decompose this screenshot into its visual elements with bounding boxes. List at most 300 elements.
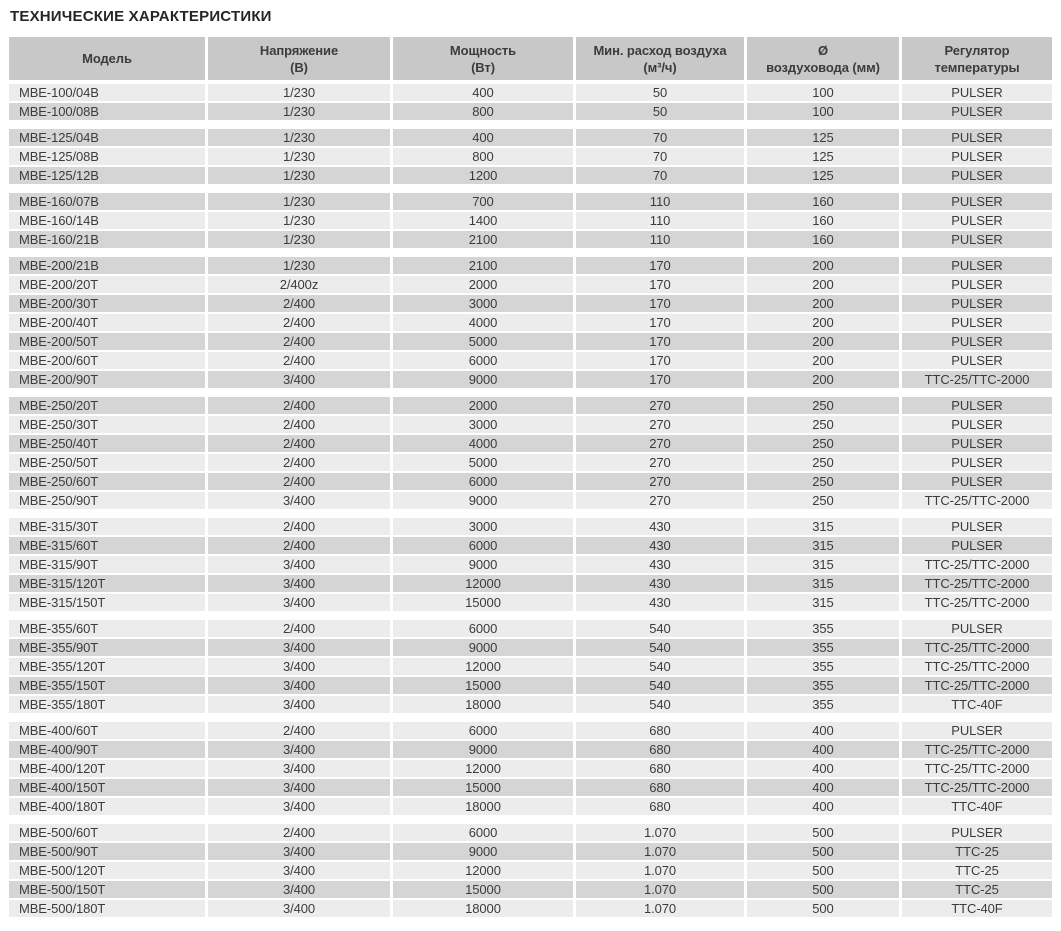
cell-voltage: 3/400 — [208, 779, 390, 796]
cell-model: MBE-125/08B — [9, 148, 205, 165]
cell-regulator: TTC-25/TTC-2000 — [902, 658, 1052, 675]
cell-voltage: 3/400 — [208, 594, 390, 611]
cell-power: 2100 — [393, 257, 573, 274]
cell-voltage: 3/400 — [208, 696, 390, 713]
cell-diameter: 315 — [747, 556, 899, 573]
cell-regulator: TTC-25 — [902, 862, 1052, 879]
table-row — [9, 314, 1052, 331]
cell-regulator: TTC-25/TTC-2000 — [902, 677, 1052, 694]
cell-regulator: PULSER — [902, 103, 1052, 120]
cell-voltage: 2/400 — [208, 435, 390, 452]
cell-regulator: PULSER — [902, 193, 1052, 210]
cell-diameter: 125 — [747, 129, 899, 146]
cell-voltage: 2/400 — [208, 397, 390, 414]
cell-power: 9000 — [393, 556, 573, 573]
cell-airflow: 170 — [576, 352, 744, 369]
table-row — [9, 779, 1052, 796]
column-header-line2: (В) — [290, 59, 308, 75]
table-row — [9, 824, 1052, 841]
cell-diameter: 355 — [747, 620, 899, 637]
cell-power: 9000 — [393, 639, 573, 656]
column-header-airflow — [576, 37, 744, 80]
column-header-voltage — [208, 37, 390, 80]
cell-voltage: 2/400 — [208, 352, 390, 369]
cell-airflow: 1.070 — [576, 900, 744, 917]
cell-airflow: 1.070 — [576, 843, 744, 860]
table-row — [9, 397, 1052, 414]
table-group — [9, 722, 1052, 815]
cell-model: MBE-100/04B — [9, 84, 205, 101]
cell-airflow: 430 — [576, 575, 744, 592]
cell-regulator: PULSER — [902, 333, 1052, 350]
cell-voltage: 3/400 — [208, 760, 390, 777]
cell-power: 12000 — [393, 575, 573, 592]
cell-voltage: 3/400 — [208, 881, 390, 898]
cell-model: MBE-250/30T — [9, 416, 205, 433]
cell-airflow: 680 — [576, 798, 744, 815]
table-row — [9, 658, 1052, 675]
cell-diameter: 200 — [747, 352, 899, 369]
cell-power: 400 — [393, 129, 573, 146]
cell-regulator: PULSER — [902, 129, 1052, 146]
cell-model: MBE-200/20T — [9, 276, 205, 293]
cell-model: MBE-125/04B — [9, 129, 205, 146]
cell-power: 800 — [393, 148, 573, 165]
cell-voltage: 2/400 — [208, 620, 390, 637]
cell-airflow: 70 — [576, 129, 744, 146]
cell-model: MBE-200/30T — [9, 295, 205, 312]
cell-power: 2100 — [393, 231, 573, 248]
table-row — [9, 416, 1052, 433]
cell-model: MBE-500/90T — [9, 843, 205, 860]
column-header-line2: (Вт) — [471, 59, 495, 75]
cell-model: MBE-200/60T — [9, 352, 205, 369]
cell-power: 400 — [393, 84, 573, 101]
table-row — [9, 722, 1052, 739]
cell-power: 9000 — [393, 371, 573, 388]
table-row — [9, 696, 1052, 713]
cell-diameter: 400 — [747, 722, 899, 739]
cell-voltage: 2/400 — [208, 473, 390, 490]
cell-diameter: 315 — [747, 537, 899, 554]
table-row — [9, 129, 1052, 146]
cell-airflow: 70 — [576, 167, 744, 184]
cell-power: 3000 — [393, 518, 573, 535]
cell-voltage: 3/400 — [208, 843, 390, 860]
cell-model: MBE-315/60T — [9, 537, 205, 554]
cell-diameter: 125 — [747, 148, 899, 165]
table-row — [9, 454, 1052, 471]
table-row — [9, 148, 1052, 165]
cell-voltage: 3/400 — [208, 741, 390, 758]
cell-regulator: PULSER — [902, 473, 1052, 490]
table-row — [9, 333, 1052, 350]
cell-diameter: 400 — [747, 741, 899, 758]
cell-voltage: 2/400z — [208, 276, 390, 293]
cell-model: MBE-200/50T — [9, 333, 205, 350]
cell-voltage: 2/400 — [208, 454, 390, 471]
cell-power: 4000 — [393, 435, 573, 452]
cell-voltage: 3/400 — [208, 639, 390, 656]
cell-power: 700 — [393, 193, 573, 210]
table-row — [9, 594, 1052, 611]
cell-diameter: 355 — [747, 677, 899, 694]
table-row — [9, 518, 1052, 535]
cell-airflow: 430 — [576, 594, 744, 611]
cell-regulator: PULSER — [902, 231, 1052, 248]
cell-diameter: 160 — [747, 212, 899, 229]
cell-diameter: 100 — [747, 103, 899, 120]
column-header-line1: Мин. расход воздуха — [593, 42, 727, 58]
cell-voltage: 3/400 — [208, 371, 390, 388]
cell-model: MBE-400/90T — [9, 741, 205, 758]
cell-diameter: 400 — [747, 779, 899, 796]
cell-voltage: 2/400 — [208, 295, 390, 312]
cell-model: MBE-500/180T — [9, 900, 205, 917]
column-header-line2: (м³/ч) — [643, 59, 677, 75]
cell-power: 6000 — [393, 352, 573, 369]
cell-diameter: 125 — [747, 167, 899, 184]
cell-power: 1400 — [393, 212, 573, 229]
cell-airflow: 430 — [576, 556, 744, 573]
cell-diameter: 500 — [747, 862, 899, 879]
table-row — [9, 231, 1052, 248]
cell-airflow: 270 — [576, 454, 744, 471]
cell-airflow: 540 — [576, 639, 744, 656]
cell-model: MBE-250/20T — [9, 397, 205, 414]
cell-regulator: TTC-25/TTC-2000 — [902, 371, 1052, 388]
cell-regulator: PULSER — [902, 84, 1052, 101]
cell-power: 2000 — [393, 276, 573, 293]
cell-power: 18000 — [393, 798, 573, 815]
table-group — [9, 620, 1052, 713]
cell-power: 6000 — [393, 537, 573, 554]
table-row — [9, 492, 1052, 509]
cell-model: MBE-315/120T — [9, 575, 205, 592]
cell-regulator: TTC-25/TTC-2000 — [902, 594, 1052, 611]
cell-model: MBE-355/60T — [9, 620, 205, 637]
cell-diameter: 355 — [747, 639, 899, 656]
cell-diameter: 250 — [747, 492, 899, 509]
cell-model: MBE-355/150T — [9, 677, 205, 694]
table-row — [9, 103, 1052, 120]
cell-model: MBE-500/150T — [9, 881, 205, 898]
cell-airflow: 540 — [576, 696, 744, 713]
cell-voltage: 3/400 — [208, 556, 390, 573]
cell-regulator: PULSER — [902, 537, 1052, 554]
specs-table — [9, 37, 1052, 917]
cell-power: 12000 — [393, 862, 573, 879]
cell-voltage: 1/230 — [208, 167, 390, 184]
table-row — [9, 620, 1052, 637]
column-header-regulator — [902, 37, 1052, 80]
cell-voltage: 3/400 — [208, 862, 390, 879]
column-header-line1: Регулятор — [944, 42, 1010, 58]
cell-voltage: 2/400 — [208, 518, 390, 535]
cell-voltage: 1/230 — [208, 257, 390, 274]
table-row — [9, 193, 1052, 210]
table-row — [9, 881, 1052, 898]
cell-diameter: 160 — [747, 231, 899, 248]
cell-regulator: TTC-25/TTC-2000 — [902, 741, 1052, 758]
cell-voltage: 2/400 — [208, 722, 390, 739]
table-group — [9, 129, 1052, 184]
cell-model: MBE-160/21B — [9, 231, 205, 248]
cell-regulator: PULSER — [902, 295, 1052, 312]
cell-diameter: 200 — [747, 314, 899, 331]
table-row — [9, 760, 1052, 777]
cell-airflow: 110 — [576, 212, 744, 229]
cell-diameter: 250 — [747, 416, 899, 433]
cell-regulator: PULSER — [902, 397, 1052, 414]
cell-diameter: 200 — [747, 371, 899, 388]
cell-model: MBE-315/150T — [9, 594, 205, 611]
cell-voltage: 3/400 — [208, 677, 390, 694]
cell-model: MBE-400/180T — [9, 798, 205, 815]
cell-diameter: 400 — [747, 798, 899, 815]
table-header — [9, 37, 1052, 80]
cell-power: 1200 — [393, 167, 573, 184]
cell-regulator: TTC-40F — [902, 900, 1052, 917]
table-row — [9, 212, 1052, 229]
cell-airflow: 1.070 — [576, 824, 744, 841]
cell-diameter: 160 — [747, 193, 899, 210]
table-row — [9, 473, 1052, 490]
table-row — [9, 257, 1052, 274]
cell-voltage: 1/230 — [208, 212, 390, 229]
cell-regulator: PULSER — [902, 167, 1052, 184]
cell-diameter: 355 — [747, 658, 899, 675]
cell-model: MBE-200/21B — [9, 257, 205, 274]
cell-airflow: 170 — [576, 295, 744, 312]
cell-airflow: 50 — [576, 84, 744, 101]
cell-power: 9000 — [393, 843, 573, 860]
table-row — [9, 352, 1052, 369]
cell-model: MBE-315/30T — [9, 518, 205, 535]
table-row — [9, 677, 1052, 694]
cell-power: 9000 — [393, 741, 573, 758]
cell-diameter: 200 — [747, 333, 899, 350]
table-row — [9, 276, 1052, 293]
cell-power: 15000 — [393, 779, 573, 796]
column-header-line2: воздуховода (мм) — [766, 59, 880, 75]
cell-model: MBE-160/07B — [9, 193, 205, 210]
table-group — [9, 257, 1052, 388]
cell-power: 12000 — [393, 658, 573, 675]
cell-regulator: TTC-25/TTC-2000 — [902, 779, 1052, 796]
cell-voltage: 3/400 — [208, 492, 390, 509]
cell-diameter: 315 — [747, 518, 899, 535]
table-group — [9, 84, 1052, 120]
cell-regulator: PULSER — [902, 352, 1052, 369]
cell-regulator: PULSER — [902, 454, 1052, 471]
cell-regulator: TTC-25/TTC-2000 — [902, 760, 1052, 777]
table-row — [9, 537, 1052, 554]
cell-diameter: 355 — [747, 696, 899, 713]
table-row — [9, 575, 1052, 592]
cell-regulator: TTC-25 — [902, 843, 1052, 860]
cell-voltage: 1/230 — [208, 231, 390, 248]
cell-diameter: 200 — [747, 295, 899, 312]
table-body — [9, 84, 1052, 917]
cell-airflow: 430 — [576, 518, 744, 535]
table-row — [9, 639, 1052, 656]
cell-voltage: 2/400 — [208, 537, 390, 554]
cell-model: MBE-400/60T — [9, 722, 205, 739]
cell-regulator: PULSER — [902, 722, 1052, 739]
cell-power: 800 — [393, 103, 573, 120]
cell-diameter: 500 — [747, 900, 899, 917]
cell-regulator: TTC-40F — [902, 798, 1052, 815]
cell-model: MBE-200/40T — [9, 314, 205, 331]
cell-model: MBE-355/90T — [9, 639, 205, 656]
cell-airflow: 540 — [576, 677, 744, 694]
cell-voltage: 1/230 — [208, 84, 390, 101]
column-header-power — [393, 37, 573, 80]
cell-airflow: 540 — [576, 658, 744, 675]
cell-model: MBE-355/120T — [9, 658, 205, 675]
cell-airflow: 170 — [576, 276, 744, 293]
cell-airflow: 110 — [576, 231, 744, 248]
cell-model: MBE-355/180T — [9, 696, 205, 713]
cell-airflow: 680 — [576, 741, 744, 758]
table-group — [9, 518, 1052, 611]
cell-regulator: PULSER — [902, 276, 1052, 293]
cell-regulator: PULSER — [902, 148, 1052, 165]
cell-airflow: 170 — [576, 371, 744, 388]
cell-power: 2000 — [393, 397, 573, 414]
table-group — [9, 824, 1052, 917]
cell-diameter: 250 — [747, 397, 899, 414]
cell-voltage: 3/400 — [208, 798, 390, 815]
page-title: ТЕХНИЧЕСКИЕ ХАРАКТЕРИСТИКИ — [10, 8, 272, 25]
cell-power: 15000 — [393, 881, 573, 898]
cell-power: 6000 — [393, 620, 573, 637]
cell-regulator: TTC-25/TTC-2000 — [902, 556, 1052, 573]
cell-power: 6000 — [393, 722, 573, 739]
cell-model: MBE-125/12B — [9, 167, 205, 184]
cell-power: 15000 — [393, 594, 573, 611]
cell-diameter: 250 — [747, 473, 899, 490]
cell-airflow: 110 — [576, 193, 744, 210]
cell-airflow: 270 — [576, 416, 744, 433]
table-row — [9, 741, 1052, 758]
cell-power: 5000 — [393, 454, 573, 471]
table-row — [9, 84, 1052, 101]
cell-diameter: 500 — [747, 843, 899, 860]
cell-regulator: PULSER — [902, 620, 1052, 637]
cell-airflow: 680 — [576, 760, 744, 777]
cell-voltage: 2/400 — [208, 824, 390, 841]
cell-diameter: 200 — [747, 257, 899, 274]
column-header-line2: температуры — [934, 59, 1020, 75]
cell-model: MBE-500/120T — [9, 862, 205, 879]
cell-voltage: 3/400 — [208, 900, 390, 917]
cell-airflow: 270 — [576, 473, 744, 490]
table-row — [9, 900, 1052, 917]
table-row — [9, 843, 1052, 860]
cell-power: 12000 — [393, 760, 573, 777]
cell-airflow: 430 — [576, 537, 744, 554]
cell-voltage: 2/400 — [208, 416, 390, 433]
cell-regulator: TTC-25 — [902, 881, 1052, 898]
table-group — [9, 193, 1052, 248]
cell-diameter: 500 — [747, 881, 899, 898]
cell-voltage: 1/230 — [208, 193, 390, 210]
cell-voltage: 3/400 — [208, 575, 390, 592]
cell-diameter: 500 — [747, 824, 899, 841]
cell-power: 18000 — [393, 696, 573, 713]
cell-airflow: 680 — [576, 779, 744, 796]
cell-diameter: 315 — [747, 575, 899, 592]
column-header-line1: Модель — [82, 51, 132, 66]
cell-model: MBE-160/14B — [9, 212, 205, 229]
cell-model: MBE-500/60T — [9, 824, 205, 841]
cell-diameter: 100 — [747, 84, 899, 101]
cell-airflow: 1.070 — [576, 881, 744, 898]
cell-airflow: 680 — [576, 722, 744, 739]
cell-regulator: PULSER — [902, 314, 1052, 331]
cell-model: MBE-315/90T — [9, 556, 205, 573]
cell-diameter: 200 — [747, 276, 899, 293]
cell-model: MBE-250/50T — [9, 454, 205, 471]
column-header-line1: Мощность — [449, 42, 517, 58]
cell-voltage: 1/230 — [208, 103, 390, 120]
cell-airflow: 1.070 — [576, 862, 744, 879]
cell-model: MBE-250/90T — [9, 492, 205, 509]
table-row — [9, 556, 1052, 573]
column-header-diameter — [747, 37, 899, 80]
cell-airflow: 170 — [576, 314, 744, 331]
cell-model: MBE-400/150T — [9, 779, 205, 796]
table-row — [9, 167, 1052, 184]
cell-voltage: 2/400 — [208, 333, 390, 350]
cell-power: 6000 — [393, 824, 573, 841]
cell-voltage: 2/400 — [208, 314, 390, 331]
cell-model: MBE-200/90T — [9, 371, 205, 388]
cell-power: 3000 — [393, 295, 573, 312]
cell-power: 6000 — [393, 473, 573, 490]
cell-voltage: 3/400 — [208, 658, 390, 675]
cell-voltage: 1/230 — [208, 129, 390, 146]
cell-diameter: 315 — [747, 594, 899, 611]
cell-power: 18000 — [393, 900, 573, 917]
cell-model: MBE-250/40T — [9, 435, 205, 452]
cell-airflow: 170 — [576, 333, 744, 350]
cell-power: 15000 — [393, 677, 573, 694]
cell-regulator: TTC-25/TTC-2000 — [902, 492, 1052, 509]
cell-regulator: PULSER — [902, 435, 1052, 452]
cell-power: 9000 — [393, 492, 573, 509]
cell-diameter: 250 — [747, 454, 899, 471]
column-header-line1: Ø — [817, 42, 828, 58]
table-row — [9, 295, 1052, 312]
cell-model: MBE-250/60T — [9, 473, 205, 490]
cell-regulator: TTC-25/TTC-2000 — [902, 575, 1052, 592]
cell-regulator: TTC-40F — [902, 696, 1052, 713]
cell-regulator: PULSER — [902, 257, 1052, 274]
column-header-model — [9, 37, 205, 80]
cell-regulator: TTC-25/TTC-2000 — [902, 639, 1052, 656]
cell-airflow: 540 — [576, 620, 744, 637]
column-header-line1: Напряжение — [259, 42, 339, 58]
cell-airflow: 270 — [576, 435, 744, 452]
cell-regulator: PULSER — [902, 824, 1052, 841]
cell-power: 4000 — [393, 314, 573, 331]
cell-regulator: PULSER — [902, 518, 1052, 535]
table-row — [9, 798, 1052, 815]
cell-diameter: 400 — [747, 760, 899, 777]
